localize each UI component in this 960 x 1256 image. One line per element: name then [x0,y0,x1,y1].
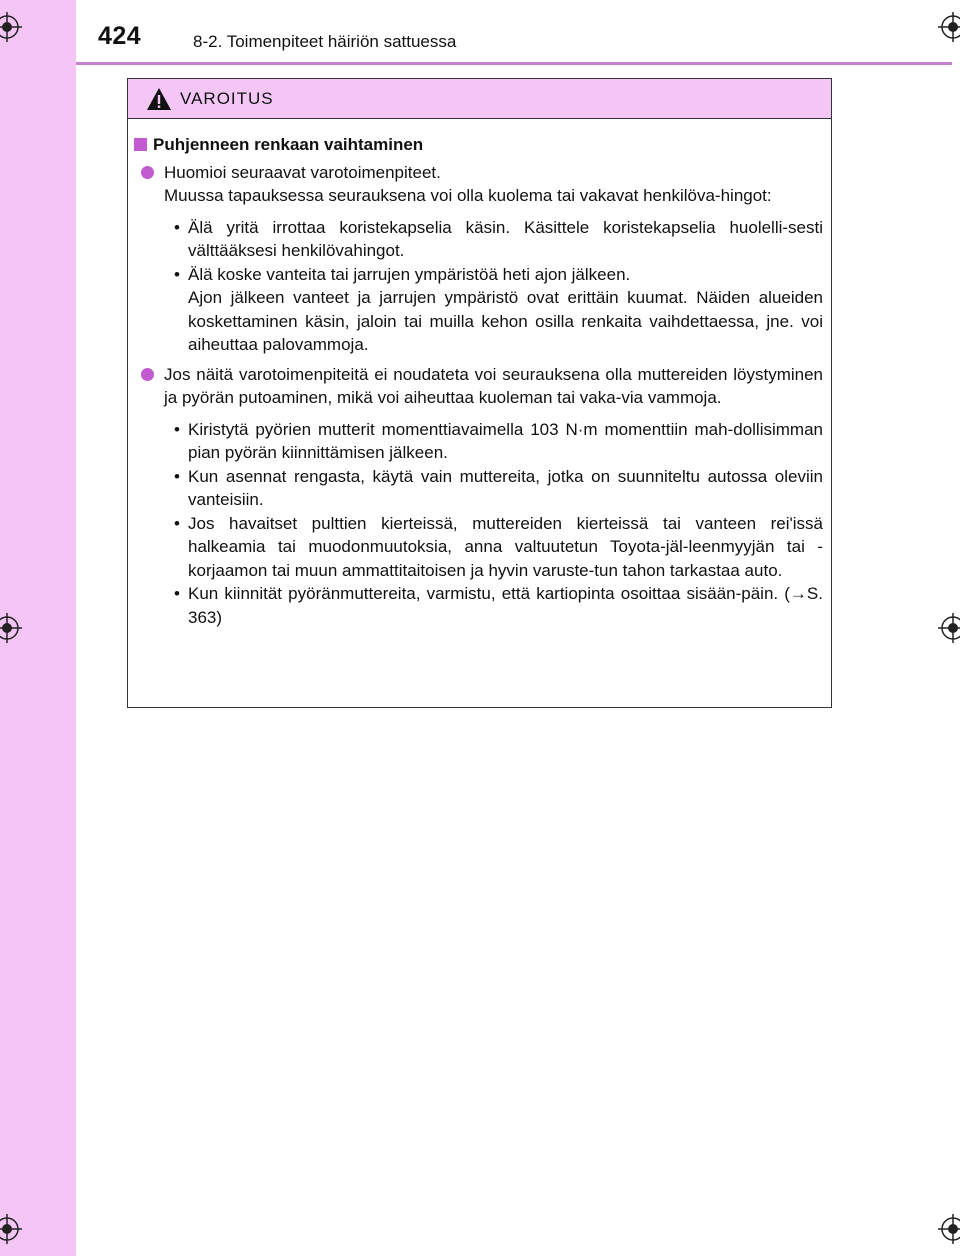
sub-bullet-glyph: • [174,466,180,486]
warning-header [128,79,831,119]
warning-heading-text: Puhjenneen renkaan vaihtaminen [153,135,424,154]
sub-list [134,216,823,357]
sub-list-text: Älä koske vanteita tai jarrujen ympäristöä heti ajon jälkeen. [188,264,631,284]
sub-list-text: Kiristytä pyörien mutterit momenttiavaimella 103 N·m momenttiin mah-dollisimman pian pyörän kiinnittämisen jälkeen. [188,419,823,462]
square-bullet-icon [134,138,147,151]
bullet-item [134,161,823,208]
sub-bullet-glyph: • [174,264,180,284]
sub-list-item [134,216,823,263]
round-bullet-icon [141,166,154,179]
warning-triangle-icon [146,87,172,111]
section-title: 8-2. Toimenpiteet häiriön sattuessa [193,32,457,51]
sub-list-text: Älä yritä irrottaa koristekapselia käsin. Käsittele koristekapselia huolelli-sesti välttääksesi henkilövahingot. [188,217,823,260]
sub-list-item [134,465,823,512]
sub-list-item [134,582,823,629]
warning-label: VAROITUS [180,88,274,108]
round-bullet-icon [141,368,154,381]
sub-list-item [134,263,823,357]
warning-box [127,78,832,708]
bullet-text: Huomioi seuraavat varotoimenpiteet. [164,162,441,182]
sub-list [134,418,823,630]
sub-list-text: Ajon jälkeen vanteet ja jarrujen ympäristö ovat erittäin kuumat. Näiden alueiden koskettaminen käsin, jaloin tai muilla kehon osilla renkaita vaihdettaessa, jne. voi aiheuttaa palovammoja. [188,288,823,354]
bullet-list [134,161,823,630]
registration-mark-icon [938,1214,960,1244]
registration-mark-icon [938,12,960,42]
sub-bullet-glyph: • [174,513,180,533]
sub-bullet-glyph: • [174,217,180,237]
warning-body [128,119,831,629]
sub-bullet-glyph: • [174,419,180,439]
registration-mark-icon [0,613,22,643]
header-rule [76,62,952,65]
bullet-text: Muussa tapauksessa seurauksena voi olla kuolema tai vakavat henkilöva-hingot: [164,186,772,205]
page-number: 424 [98,22,142,50]
sub-bullet-glyph: • [174,584,180,603]
sub-list-item [134,418,823,465]
sub-list-text: Jos havaitset pulttien kierteissä, muttereiden kierteissä tai vanteen rei'issä halkeamia tai muodonmuutoksia, anna valtuutetun Toyota-jäl-leenmyyjän tai -korjaamon tai muun ammattitaitoisen ja hyvin varuste-tun tahon tarkastaa auto. [188,513,823,580]
bullet-text: Jos näitä varotoimenpiteitä ei noudateta voi seurauksena olla muttereiden löystyminen ja pyörän putoaminen, mikä voi aiheuttaa kuoleman tai vaka-via vammoja. [164,364,823,407]
sub-list-item [134,512,823,583]
sub-list-text: Kun kiinnität pyöränmuttereita, varmistu, että kartiopinta osoittaa sisään-päin. (→S. 363) [188,584,823,627]
sub-list-text: Kun asennat rengasta, käytä vain muttereita, jotka on suunniteltu autossa oleviin vanteisiin. [188,466,823,509]
warning-heading [134,133,823,157]
registration-mark-icon [938,613,960,643]
registration-mark-icon [0,12,22,42]
bullet-item [134,363,823,410]
registration-mark-icon [0,1214,22,1244]
